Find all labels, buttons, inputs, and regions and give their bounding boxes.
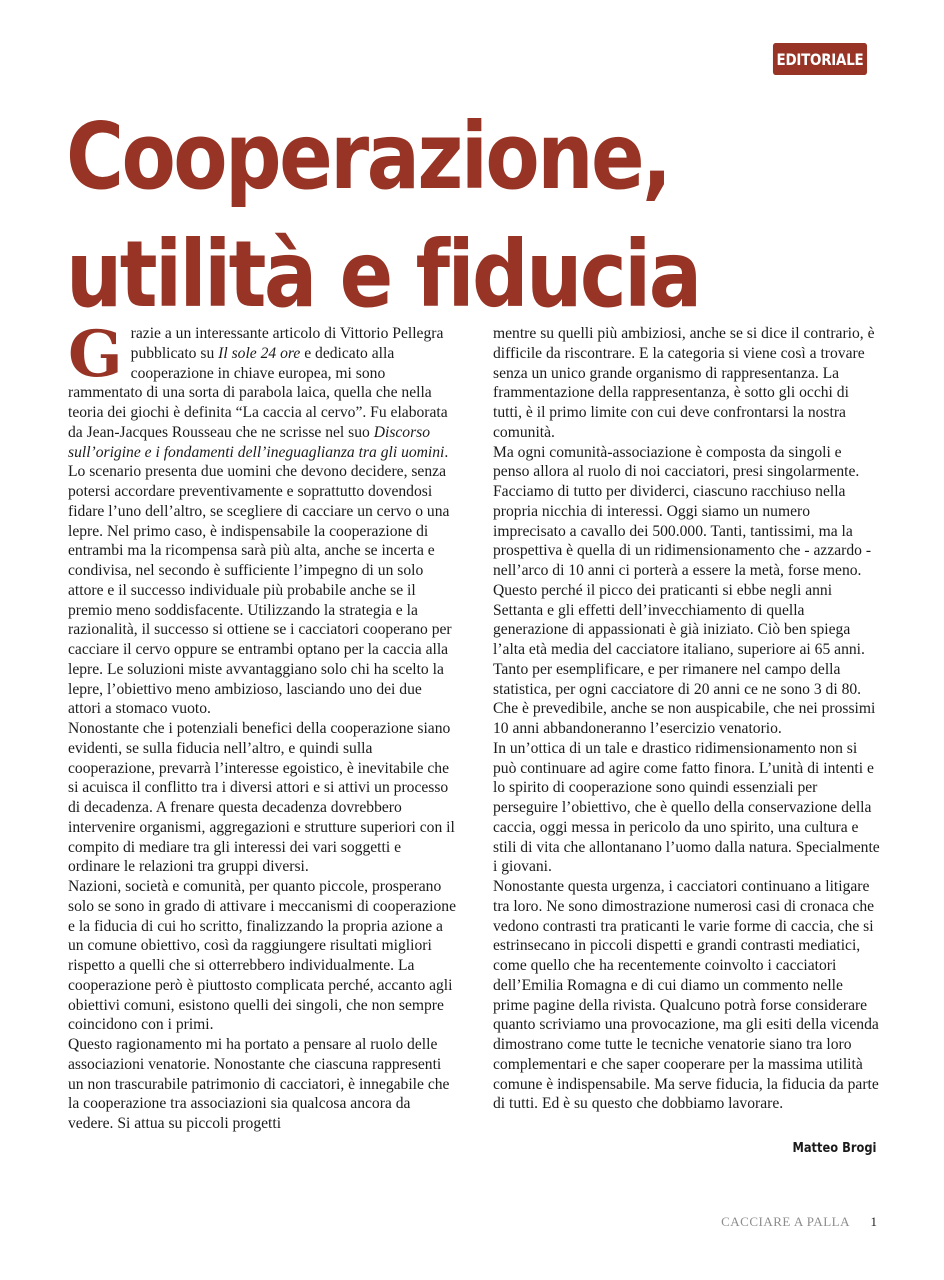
source-title: Il sole 24 ore bbox=[218, 344, 301, 362]
title-line-1: Cooperazione, bbox=[66, 103, 670, 210]
article-column-left bbox=[68, 317, 456, 1134]
article-column-right bbox=[493, 324, 881, 1114]
article-title bbox=[66, 98, 700, 334]
paragraph: Questo ragionamento mi ha portato a pensare al ruolo delle associazioni venatorie. Nonostante che ciascuna rappresenti un non trascurabile patrimonio di cacciatori, è innegabile che la cooperazione tra associazioni sia qualcosa ancora da vedere. Si attua su piccoli progetti bbox=[68, 1036, 450, 1132]
paragraph: Ma ogni comunità-associazione è composta da singoli e penso allora al ruolo di noi cacciatori, presi singolarmente. Facciamo di tutto per dividerci, ciascuno racchiuso nella propria nicchia di interessi. Oggi siamo un numero imprecisato a cavallo dei 500.000. Tanti, tantissimi, ma la prospettiva è quella di un ridimensionamento che - azzardo - nell’arco di 10 anni ci porterà a essere la metà, forse meno. Questo perché il picco dei praticanti si ebbe negli anni Settanta e gli effetti dell’invecchiamento di quella generazione di appassionati è già iniziato. Ciò ben spiega l’alta età media del cacciatore italiano, superiore ai 65 anni. Tanto per esemplificare, e per rimanere nel campo della statistica, per ogni cacciatore di 20 anni ce ne sono 3 di 80. Che è prevedibile, anche se non auspicabile, che nei prossimi 10 anni abbandoneranno l’esercizio venatorio. bbox=[493, 443, 876, 737]
drop-cap: G bbox=[68, 317, 123, 392]
page-number: 1 bbox=[870, 1214, 877, 1229]
section-badge-label: EDITORIALE bbox=[776, 49, 864, 69]
paragraph bbox=[68, 317, 456, 462]
section-badge bbox=[773, 43, 867, 75]
title-line-2: utilità e fiducia bbox=[66, 221, 700, 328]
paragraph: In un’ottica di un tale e drastico ridimensionamento non si può continuare ad agire come fatto finora. L’unità di intenti e lo spirito di cooperazione sono quindi essenziali per perseguire l’obiettivo, che è quello della conservazione della caccia, oggi messa in pericolo da uno spirito, una cultura e stili di vita che allontanano l’uomo dalla natura. Specialmente i giovani. bbox=[493, 739, 880, 876]
footer-magazine-name: CACCIARE A PALLA bbox=[721, 1214, 850, 1229]
book-title: Discorso sull’origine e i fondamenti dell’ineguaglianza tra gli uomini bbox=[68, 423, 445, 461]
paragraph-text: razie a un interessante articolo di Vittorio Pellegra pubblicato su bbox=[130, 325, 444, 362]
paragraph-text: . bbox=[444, 443, 449, 461]
paragraph: mentre su quelli più ambiziosi, anche se si dice il contrario, è difficile da riscontrare. E la categoria si viene così a trovare senza un unico grande organismo di rappresentanza. La frammentazione della rappresentanza, è sotto gli occhi di tutti, è il primo limite con cui deve confrontarsi la nostra comunità. bbox=[493, 325, 875, 441]
paragraph-text: e dedicato alla cooperazione in chiave europea, mi sono rammentato di una sorta di parabola laica, quella che nella teoria dei giochi è definita “La caccia al cervo”. Fu elaborata da Jean-Jacques Rousseau che ne scrisse nel suo bbox=[68, 344, 448, 441]
paragraph: Nonostante che i potenziali benefici della cooperazione siano evidenti, se sulla fiducia nell’altro, e quindi sulla cooperazione, prevarrà l’interesse egoistico, è inevitabile che si acuisca il conflitto tra i diversi attori e si attivi un processo di decadenza. A frenare questa decadenza dovrebbero intervenire organismi, aggregazioni e strutture superiori con il compito di mediare tra gli interessi dei vari soggetti e ordinare le relazioni tra gruppi diversi. bbox=[68, 720, 455, 876]
paragraph: Lo scenario presenta due uomini che devono decidere, senza potersi accordare preventivamente e soprattutto dovendosi fidare l’uno dell’altro, se scegliere di cacciare un cervo o una lepre. Nel primo caso, è indispensabile la cooperazione di entrambi ma la ricompensa sarà più alta, anche se incerta e condivisa, nel secondo è sufficiente l’impegno di un solo attore e il successo individuale più probabile anche se il premio meno soddisfacente. Utilizzando la strategia e la razionalità, il successo si ottiene se i cacciatori cooperano per cacciare il cervo oppure se entrambi optano per la caccia alla lepre. Le soluzioni miste avvantaggiano solo chi ha scelto la lepre, l’obiettivo meno ambizioso, lasciando uno dei due attori a stomaco vuoto. bbox=[68, 463, 452, 718]
paragraph: Nazioni, società e comunità, per quanto piccole, prosperano solo se sono in grado di attivare i meccanismi di cooperazione e la fiducia di cui ho scritto, finalizzando la propria azione a un comune obiettivo, così da raggiungere risultati migliori rispetto a quelli che si otterrebbero individualmente. La cooperazione però è piuttosto complicata perché, accanto agli obiettivi comuni, esistono quelli dei singoli, che non sempre coincidono con i primi. bbox=[68, 878, 456, 1034]
paragraph: Nonostante questa urgenza, i cacciatori continuano a litigare tra loro. Ne sono dimostrazione numerosi casi di cronaca che vedono contrasti tra praticanti le varie forme di caccia, che si estrinsecano in piccoli dispetti e grandi contrasti mediatici, come quello che ha recentemente coinvolto i cacciatori dell’Emilia Romagna e di cui diamo un commento nelle prime pagine della rivista. Qualcuno potrà forse considerare quanto scriviamo una provocazione, ma gli esiti della vicenda dimostrano come tutte le tecniche venatorie siano tra loro complementari e che saper cooperare per la massima utilità comune è indispensabile. Ma serve fiducia, la fiducia da parte di tutti. Ed è su questo che dobbiamo lavorare. bbox=[493, 878, 879, 1113]
author-signature: Matteo Brogi bbox=[792, 1141, 876, 1156]
